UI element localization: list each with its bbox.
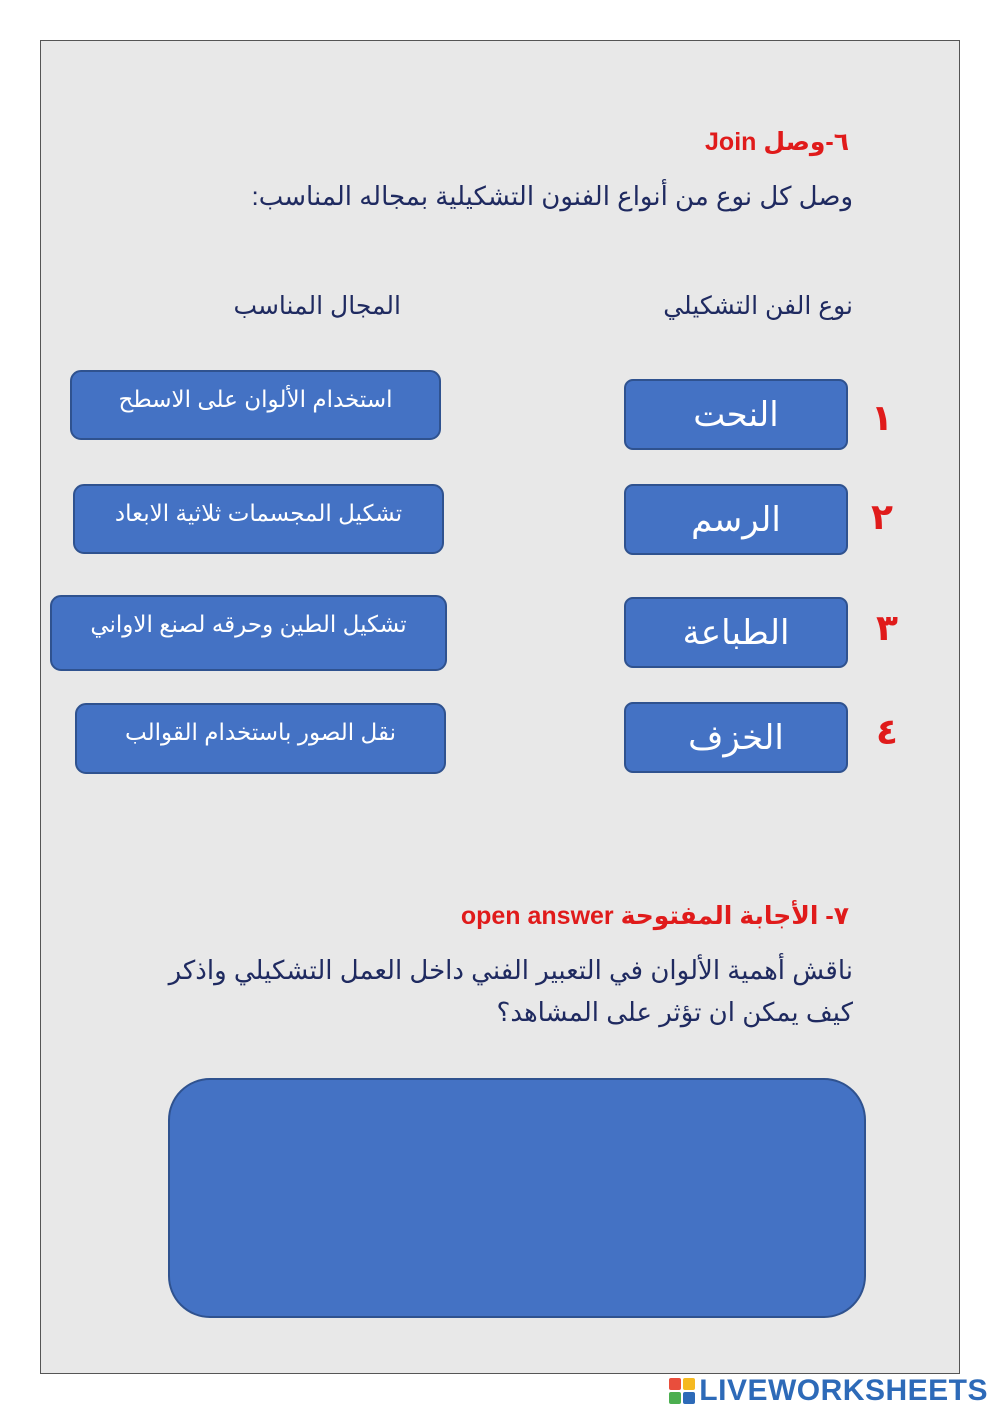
section7-question-line1: ناقش أهمية الألوان في التعبير الفني داخل العمل التشكيلي واذكر bbox=[168, 955, 853, 985]
section7-heading: ٧- الأجابة المفتوحة open answer bbox=[460, 902, 849, 930]
art-type-drawing[interactable] bbox=[624, 484, 848, 555]
art-type-label: الرسم bbox=[691, 500, 781, 539]
column-header-art-type: نوع الفن التشكيلي bbox=[663, 292, 853, 320]
field-option-label: استخدام الألوان على الاسطح bbox=[118, 386, 393, 412]
item-number-3: ٣ bbox=[876, 607, 898, 648]
field-option-label: تشكيل الطين وحرقه لصنع الاواني bbox=[90, 611, 407, 637]
item-number-2: ٢ bbox=[871, 496, 893, 537]
item-number-1: ١ bbox=[871, 397, 893, 438]
art-type-label: الطباعة bbox=[682, 613, 790, 652]
logo-grid-icon bbox=[669, 1378, 695, 1404]
item-number-4: ٤ bbox=[876, 711, 898, 752]
section6-instruction: وصل كل نوع من أنواع الفنون التشكيلية بمجاله المناسب: bbox=[251, 181, 853, 211]
art-type-sculpture[interactable] bbox=[624, 379, 848, 450]
field-option-colors[interactable] bbox=[70, 370, 441, 440]
art-type-ceramics[interactable] bbox=[624, 702, 848, 773]
art-type-printing[interactable] bbox=[624, 597, 848, 668]
field-option-label: تشكيل المجسمات ثلاثية الابعاد bbox=[114, 500, 403, 526]
column-header-field: المجال المناسب bbox=[233, 292, 401, 320]
liveworksheets-logo bbox=[669, 1372, 988, 1410]
brand-name: LIVEWORKSHEETS bbox=[699, 1374, 988, 1407]
field-option-molds[interactable] bbox=[75, 703, 446, 774]
art-type-label: النحت bbox=[693, 395, 779, 434]
section6-heading: ٦-وصل Join bbox=[705, 128, 849, 156]
section7-question-line2: كيف يمكن ان تؤثر على المشاهد؟ bbox=[496, 997, 853, 1027]
field-option-label: نقل الصور باستخدام القوالب bbox=[124, 719, 397, 745]
field-option-clay[interactable] bbox=[50, 595, 447, 671]
worksheet-page bbox=[40, 40, 960, 1374]
field-option-3d-forms[interactable] bbox=[73, 484, 444, 554]
open-answer-textbox[interactable] bbox=[168, 1078, 866, 1318]
art-type-label: الخزف bbox=[688, 718, 784, 757]
